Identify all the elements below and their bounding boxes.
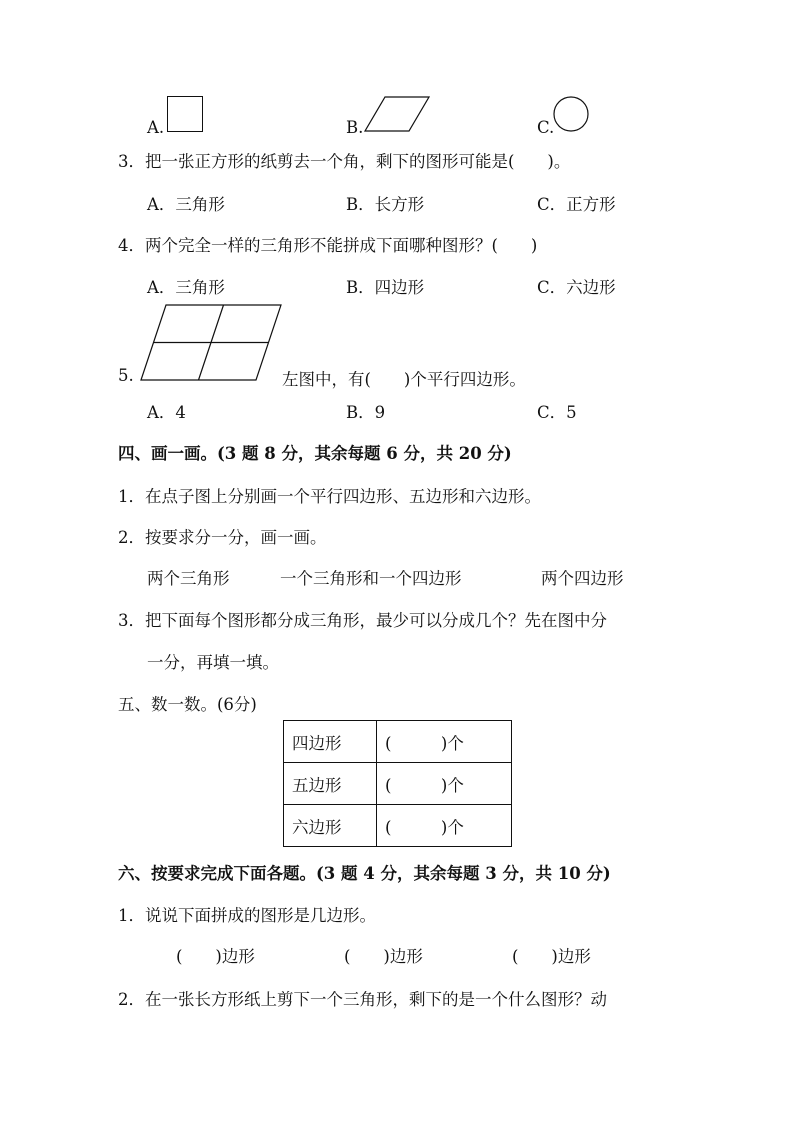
section4-item2-label-3: 两个四边形: [541, 569, 624, 588]
section4-item2-label-2: 一个三角形和一个四边形: [280, 569, 462, 588]
q4-question: 4．两个完全一样的三角形不能拼成下面哪种图形？( ): [118, 236, 538, 255]
q3-option-b: B．长方形: [346, 195, 425, 214]
table-row: [284, 763, 512, 805]
q4-option-c: C．六边形: [537, 278, 616, 297]
q5-question: 左图中，有( )个平行四边形。: [282, 370, 526, 389]
q5-option-b: B．9: [346, 403, 386, 422]
row-label: 四边形: [284, 721, 377, 763]
parallelogram-grid-figure: [138, 302, 284, 384]
q5-option-a: A．4: [147, 403, 186, 422]
section5-title: 五、数一数。(6分): [118, 695, 257, 714]
square-shape: [167, 96, 203, 132]
q2-option-b-label: B.: [346, 118, 364, 137]
q3-option-a: A．三角形: [147, 195, 225, 214]
section4-item3-line1: 3．把下面每个图形都分成三角形，最少可以分成几个？先在图中分: [118, 611, 607, 630]
parallelogram-shape: [364, 96, 430, 132]
q4-option-a: A．三角形: [147, 278, 225, 297]
section4-title: 四、画一画。(3 题 8 分，其余每题 6 分，共 20 分): [118, 444, 512, 463]
row-label: 五边形: [284, 763, 377, 805]
section4-item2-label-1: 两个三角形: [147, 569, 230, 588]
q2-option-a-label: A.: [147, 118, 165, 137]
table-row: [284, 721, 512, 763]
section6-item1: 1．说说下面拼成的图形是几边形。: [118, 906, 376, 925]
section6-blank-3: ( )边形: [512, 947, 591, 966]
table-row: [284, 805, 512, 847]
section4-item1: 1．在点子图上分别画一个平行四边形、五边形和六边形。: [118, 487, 541, 506]
q4-option-b: B．四边形: [346, 278, 425, 297]
q5-option-c: C．5: [537, 403, 577, 422]
row-label: 六边形: [284, 805, 377, 847]
section6-item2: 2．在一张长方形纸上剪下一个三角形，剩下的是一个什么图形？动: [118, 990, 607, 1009]
section4-item2: 2．按要求分一分，画一画。: [118, 528, 327, 547]
q2-option-c-label: C.: [537, 118, 555, 137]
count-table: [283, 720, 512, 847]
section4-item3-line2: 一分，再填一填。: [147, 653, 279, 672]
section6-title: 六、按要求完成下面各题。(3 题 4 分，其余每题 3 分，共 10 分): [118, 864, 611, 883]
q3-question: 3．把一张正方形的纸剪去一个角，剩下的图形可能是( )。: [118, 152, 571, 171]
row-answer-blank: ( )个: [377, 763, 512, 805]
q5-number: 5.: [118, 366, 134, 385]
row-answer-blank: ( )个: [377, 805, 512, 847]
circle-shape: [552, 96, 590, 134]
row-answer-blank: ( )个: [377, 721, 512, 763]
section6-blank-1: ( )边形: [176, 947, 255, 966]
section6-blank-2: ( )边形: [344, 947, 423, 966]
q3-option-c: C．正方形: [537, 195, 616, 214]
